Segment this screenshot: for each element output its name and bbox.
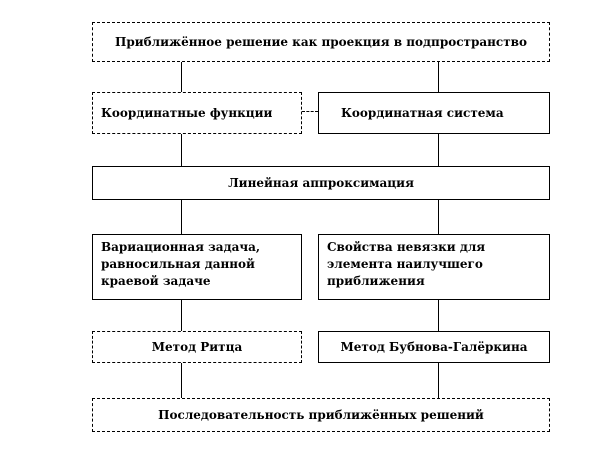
connector-line — [438, 363, 439, 398]
connector-line — [438, 300, 439, 331]
node-sequence — [92, 398, 550, 432]
node-variational — [92, 234, 302, 300]
node-label: Метод Бубнова-Галёркина — [340, 339, 528, 354]
node-linear-approx — [92, 166, 550, 200]
connector-line — [438, 134, 439, 166]
connector-line — [181, 134, 182, 166]
node-galerkin — [318, 331, 550, 363]
node-label: Метод Ритца — [151, 339, 243, 354]
node-label: Свойства невязки для элемента наилучшего приближения — [327, 240, 486, 288]
node-coord-system — [318, 92, 550, 134]
node-label: Координатные функции — [101, 105, 273, 120]
node-label: Последовательность приближённых решений — [158, 407, 484, 422]
node-label: Координатная система — [341, 105, 504, 120]
connector-line — [181, 200, 182, 234]
connector-line — [181, 62, 182, 92]
connector-line — [181, 363, 182, 398]
connector-line — [181, 300, 182, 331]
node-residual — [318, 234, 550, 300]
node-label: Линейная аппроксимация — [228, 175, 414, 190]
node-label: Вариационная задача, равносильная данной краевой задаче — [101, 240, 261, 288]
connector-line — [438, 62, 439, 92]
connector-line — [302, 111, 318, 112]
node-label: Приближённое решение как проекция в подпространство — [114, 34, 527, 49]
node-ritz — [92, 331, 302, 363]
node-coord-functions — [92, 92, 302, 134]
node-top — [92, 22, 550, 62]
connector-line — [438, 200, 439, 234]
